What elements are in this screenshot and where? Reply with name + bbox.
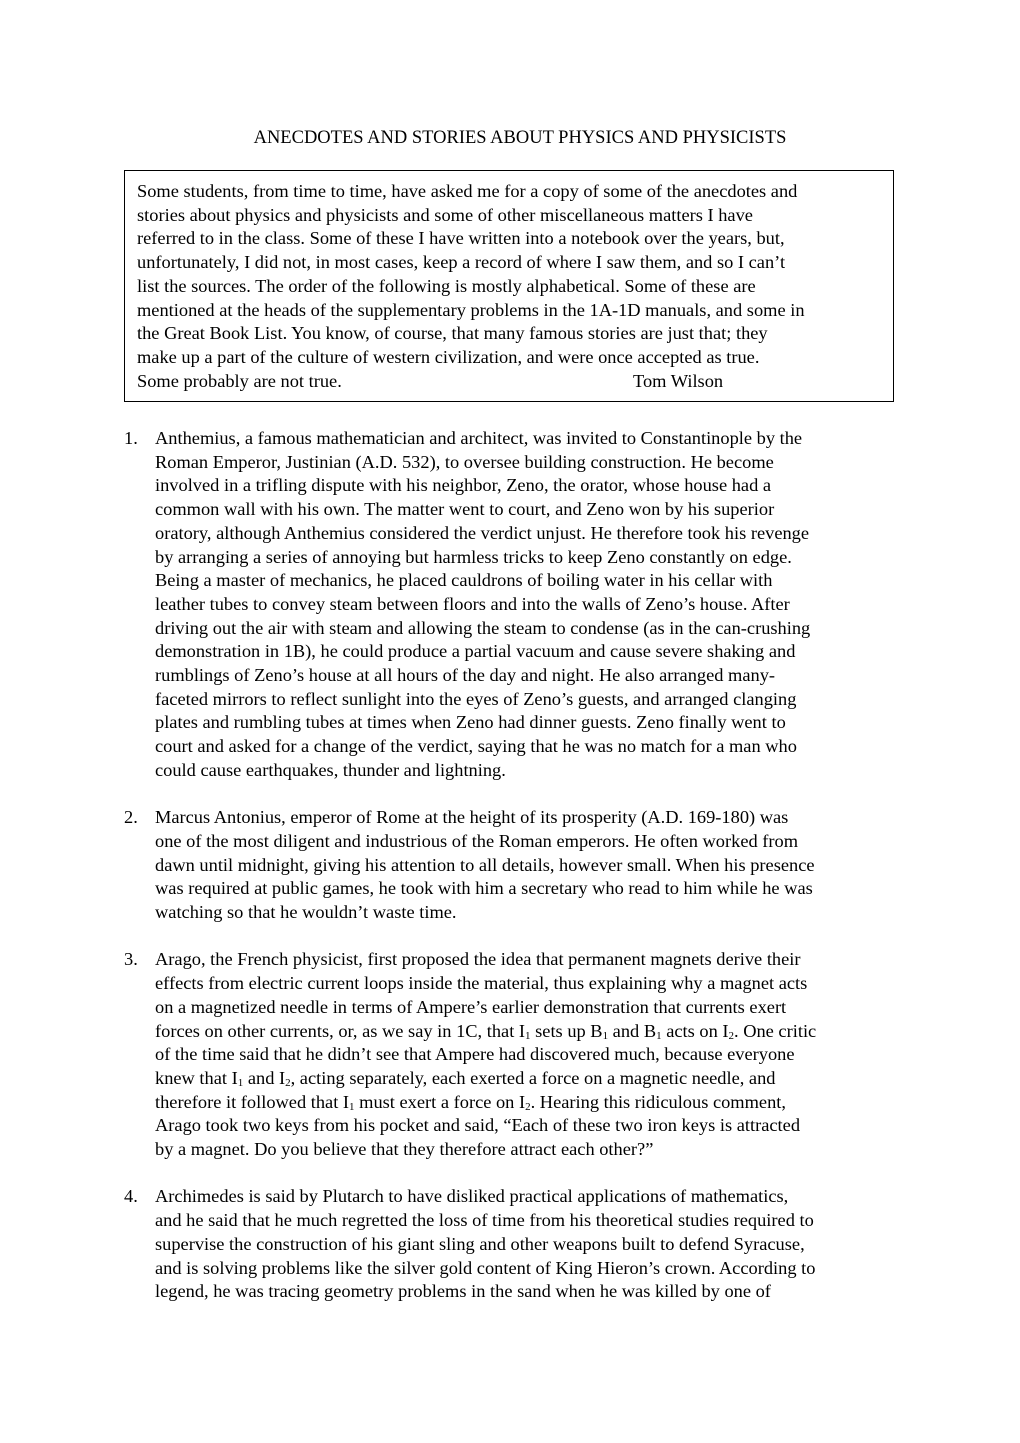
story-line: Being a master of mechanics, he placed cauldrons of boiling water in his cellar with: [155, 570, 773, 591]
story-line: was required at public games, he took with him a secretary who read to him while he was: [155, 878, 813, 899]
story-line-subscripts: forces on other currents, or, as we say in 1C, that $I_1$ sets up $B_1$ and $B_1$ acts on $I_2$. One critic: [155, 1020, 817, 1042]
story-number: 1.: [124, 428, 138, 448]
story-line: by a magnet. Do you believe that they therefore attract each other?”: [155, 1139, 654, 1160]
story-line: dawn until midnight, giving his attention to all details, however small. When his presence: [155, 854, 815, 875]
story-line: watching so that he wouldn’t waste time.: [155, 902, 457, 923]
intro-line: make up a part of the culture of western civilization, and were once accepted as true.: [137, 346, 760, 367]
intro-line: Some students, from time to time, have asked me for a copy of some of the anecdotes and: [137, 181, 798, 201]
story-line: involved in a trifling dispute with his neighbor, Zeno, the orator, whose house had a: [155, 475, 772, 496]
story-item-4: [124, 1185, 904, 1304]
story-line: Arago, the French physicist, first proposed the idea that permanent magnets derive their: [155, 949, 801, 970]
intro-line: mentioned at the heads of the supplementary problems in the 1A-1D manuals, and some in: [137, 299, 805, 320]
intro-line: stories about physics and physicists and some of other miscellaneous matters I have: [137, 204, 753, 225]
story-line: by arranging a series of annoying but harmless tricks to keep Zeno constantly on edge.: [155, 546, 792, 567]
story-line: common wall with his own. The matter went to court, and Zeno won by his superior: [155, 499, 775, 520]
story-list: [124, 427, 904, 1328]
story-line: one of the most diligent and industrious of the Roman emperors. He often worked from: [155, 830, 799, 851]
story-line: leather tubes to convey steam between floors and into the walls of Zeno’s house. After: [155, 593, 790, 614]
story-number: 2.: [124, 807, 138, 828]
story-line: could cause earthquakes, thunder and lightning.: [155, 759, 506, 780]
story-line: Arago took two keys from his pocket and said, “Each of these two iron keys is attracted: [155, 1115, 801, 1136]
story-line: rumblings of Zeno’s house at all hours of the day and night. He also arranged many-: [155, 665, 776, 686]
intro-closing-text: Some probably are not true.: [137, 370, 342, 391]
story-line: and is solving problems like the silver gold content of King Hieron’s crown. According to: [155, 1257, 816, 1278]
story-line: demonstration in 1B), he could produce a partial vacuum and cause severe shaking and: [155, 641, 796, 662]
story-line: on a magnetized needle in terms of Ampere’s earlier demonstration that currents exert: [155, 996, 787, 1017]
story-item-2: [124, 806, 904, 925]
story-line: legend, he was tracing geometry problems in the sand when he was killed by one of: [155, 1281, 771, 1302]
story-number: 3.: [124, 949, 138, 970]
story-line-subscripts: knew that $I_1$ and $I_2$, acting separately, each exerted a force on a magnetic needle, and: [155, 1067, 776, 1089]
author-signature: Tom Wilson: [633, 370, 724, 391]
story-line: driving out the air with steam and allowing the steam to condense (as in the can-crushing: [155, 617, 811, 638]
intro-line: unfortunately, I did not, in most cases, keep a record of where I saw them, and so I can’t: [137, 252, 786, 273]
intro-line: the Great Book List. You know, of course, that many famous stories are just that; they: [137, 323, 768, 344]
story-item-3: [124, 948, 904, 1161]
intro-last-line: [137, 370, 881, 394]
intro-line: list the sources. The order of the following is mostly alphabetical. Some of these are: [137, 275, 756, 296]
story-number: 4.: [124, 1186, 138, 1207]
story-line-subscripts: therefore it followed that $I_1$ must exert a force on $I_2$. Hearing this ridiculous comment,: [155, 1091, 786, 1113]
story-item-1: [124, 427, 904, 783]
story-line: and he said that he much regretted the loss of time from his theoretical studies required to: [155, 1210, 814, 1231]
story-line: supervise the construction of his giant sling and other weapons built to defend Syracuse,: [155, 1233, 805, 1254]
story-line: Roman Emperor, Justinian (A.D. 532), to oversee building construction. He become: [155, 451, 774, 472]
story-line: of the time said that he didn’t see that Ampere had discovered much, because everyone: [155, 1044, 795, 1065]
intro-box: [124, 170, 894, 402]
story-line: Marcus Antonius, emperor of Rome at the height of its prosperity (A.D. 169-180) was: [155, 807, 789, 828]
story-line: Archimedes is said by Plutarch to have disliked practical applications of mathematics,: [155, 1186, 789, 1207]
page-title: ANECDOTES AND STORIES ABOUT PHYSICS AND PHYSICISTS: [253, 128, 787, 148]
story-line: faceted mirrors to reflect sunlight into the eyes of Zeno’s guests, and arranged clanging: [155, 688, 797, 709]
story-line: effects from electric current loops inside the material, thus explaining why a magnet acts: [155, 973, 808, 994]
story-line: plates and rumbling tubes at times when Zeno had dinner guests. Zeno finally went to: [155, 712, 786, 733]
intro-line: referred to in the class. Some of these I have written into a notebook over the years, but,: [137, 228, 785, 249]
story-line: court and asked for a change of the verdict, saying that he was no match for a man who: [155, 736, 797, 757]
story-line: Anthemius, a famous mathematician and architect, was invited to Constantinople by the: [155, 428, 803, 448]
story-line: oratory, although Anthemius considered the verdict unjust. He therefore took his revenge: [155, 522, 810, 543]
